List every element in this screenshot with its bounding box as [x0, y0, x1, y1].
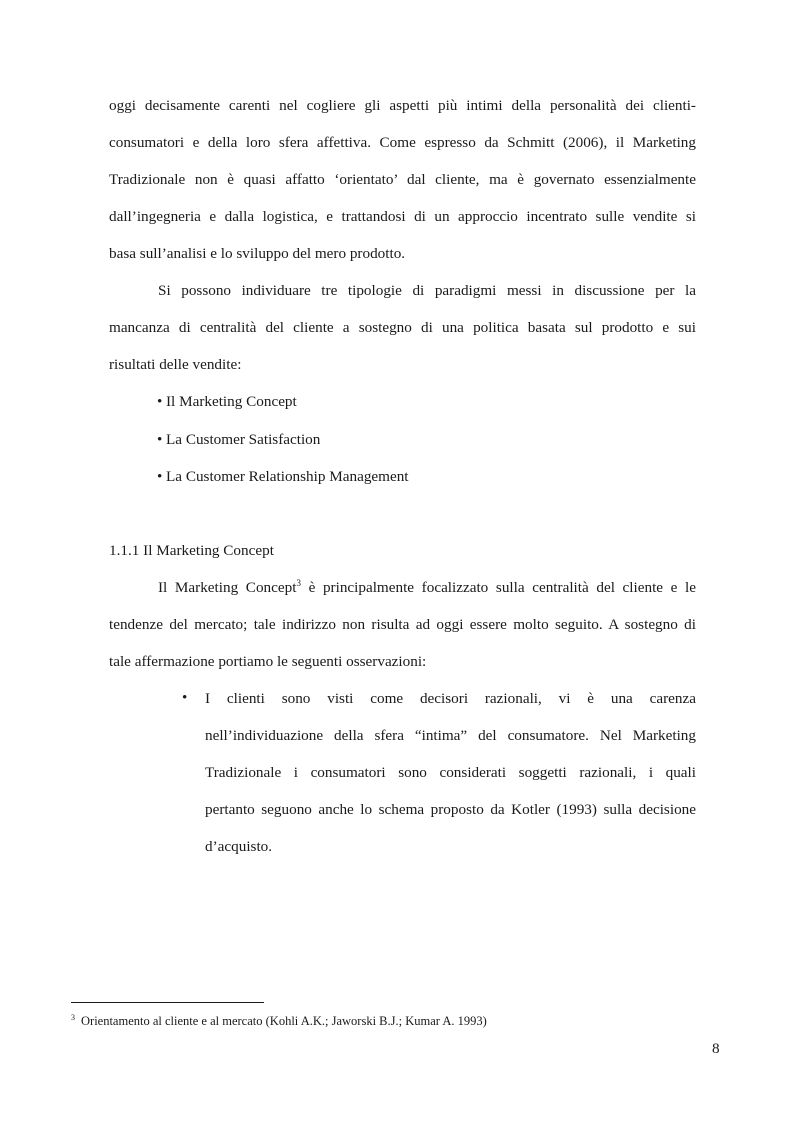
- bullet-icon: •: [157, 468, 163, 485]
- list-item-label: Il Marketing Concept: [166, 393, 297, 410]
- footnote-divider: [71, 1002, 264, 1003]
- body-text-line: d’acquisto.: [205, 838, 273, 855]
- body-text-line: mancanza di centralità del cliente a sostegno di una politica basata sul prodotto e sui: [109, 319, 696, 336]
- footnote: [71, 1013, 487, 1029]
- body-text-line: nell’individuazione della sfera “intima” del consumatore. Nel Marketing: [205, 727, 696, 744]
- list-item: [157, 393, 297, 411]
- body-text-line: Tradizionale non è quasi affatto ‘orientato’ dal cliente, ma è governato essenzialmente: [109, 171, 696, 188]
- body-text-line: I clienti sono visti come decisori razionali, vi è una carenza: [205, 690, 696, 707]
- list-item-label: La Customer Satisfaction: [166, 431, 321, 448]
- body-text-line: Tradizionale i consumatori sono considerati soggetti razionali, i quali: [205, 764, 696, 781]
- body-text-fragment: Il Marketing Concept: [158, 579, 297, 596]
- body-text-line: consumatori e della loro sfera affettiva. Come espresso da Schmitt (2006), il Marketing: [109, 134, 696, 151]
- body-text-line: pertanto seguono anche lo schema proposto da Kotler (1993) sulla decisione: [205, 801, 696, 818]
- footnote-ref: 3: [296, 578, 301, 588]
- footnote-text: Orientamento al cliente e al mercato (Kohli A.K.; Jaworski B.J.; Kumar A. 1993): [81, 1014, 487, 1028]
- bullet-icon: •: [157, 431, 163, 448]
- body-text-line: tale affermazione portiamo le seguenti osservazioni:: [109, 653, 427, 670]
- footnote-number: 3: [71, 1013, 75, 1022]
- body-text-fragment: è principalmente focalizzato sulla centralità del cliente e le: [300, 579, 696, 596]
- page-number: 8: [712, 1040, 720, 1057]
- bullet-icon: •: [157, 393, 163, 410]
- body-text-line: basa sull’analisi e lo sviluppo del mero prodotto.: [109, 245, 406, 262]
- body-text-line: Si possono individuare tre tipologie di paradigmi messi in discussione per la: [158, 282, 696, 299]
- list-item-label: La Customer Relationship Management: [166, 468, 409, 485]
- list-item: [157, 431, 320, 449]
- section-heading: 1.1.1 Il Marketing Concept: [109, 542, 274, 559]
- body-text-line: dall’ingegneria e dalla logistica, e trattandosi di un approccio incentrato sulle vendite si: [109, 208, 696, 225]
- list-item: [157, 468, 409, 486]
- body-text-line: tendenze del mercato; tale indirizzo non risulta ad oggi essere molto seguito. A sostegno di: [109, 616, 696, 633]
- body-text-line: oggi decisamente carenti nel cogliere gli aspetti più intimi della personalità dei clienti-: [109, 97, 696, 114]
- bullet-icon: •: [182, 689, 188, 706]
- body-text-line: risultati delle vendite:: [109, 356, 242, 373]
- body-text-line: [158, 579, 696, 597]
